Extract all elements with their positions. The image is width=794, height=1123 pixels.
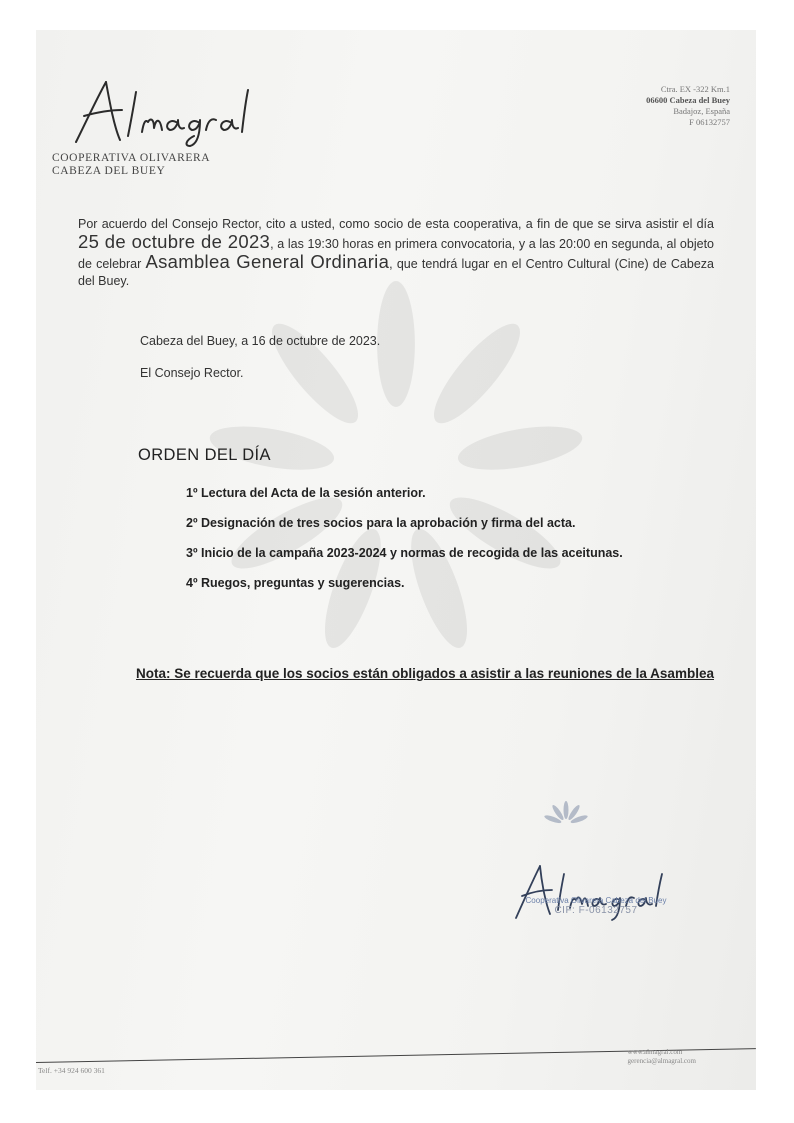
intro-part-2: , a las 19:30 horas en primera convocatoria, y a las 20:00 en segunda, al objeto de celebrar	[78, 237, 714, 271]
agenda-item-1: 1º Lectura del Acta de la sesión anterior.	[186, 486, 426, 500]
cooperative-name	[52, 152, 210, 178]
address-line-1: Ctra. EX -322 Km.1	[660, 84, 730, 94]
address-line-3: Badajoz, España	[673, 106, 730, 116]
footer-phone: Telf. +34 924 600 361	[38, 1066, 105, 1075]
meeting-date: 25 de octubre de 2023	[78, 231, 271, 252]
agenda-item-4: 4º Ruegos, preguntas y sugerencias.	[186, 576, 405, 590]
agenda-list	[186, 486, 623, 606]
footer-email: gerencia@almagral.com	[627, 1057, 696, 1065]
attendance-note: Nota: Se recuerda que los socios están obligados a asistir a las reuniones de la Asamblea	[136, 666, 714, 681]
place-date: Cabeza del Buey, a 16 de octubre de 2023.	[140, 334, 381, 348]
stamp-cif: CIF: F-06132757	[554, 905, 638, 916]
intro-part-1: Por acuerdo del Consejo Rector, cito a usted, como socio de esta cooperativa, a fin de que se sirva asistir el día	[78, 217, 714, 231]
cooperative-line-2: CABEZA DEL BUEY	[52, 165, 166, 177]
intro-paragraph	[78, 216, 714, 290]
cooperative-line-1: COOPERATIVA OLIVARERA	[52, 152, 211, 164]
intro-part-3: , que tendrá lugar en el Centro Cultural (Cine) de Cabeza del Buey.	[78, 257, 714, 288]
sun-watermark-icon	[186, 260, 606, 680]
almagral-logo	[62, 70, 252, 150]
footer-contact	[628, 1048, 696, 1066]
footer-web: www.almagral.com	[627, 1048, 683, 1056]
address-line-4: F 06132757	[689, 117, 730, 127]
agenda-title: ORDEN DEL DÍA	[138, 446, 271, 464]
agenda-item-3: 3º Inicio de la campaña 2023-2024 y normas de recogida de las aceitunas.	[186, 546, 623, 560]
address-line-2: 06600 Cabeza del Buey	[646, 95, 730, 105]
stamp-text	[476, 896, 716, 916]
address-block	[646, 84, 730, 128]
signature-line: El Consejo Rector.	[140, 366, 244, 380]
document-page	[36, 30, 756, 1090]
assembly-name: Asamblea General Ordinaria	[145, 251, 390, 272]
agenda-item-2: 2º Designación de tres socios para la aprobación y firma del acta.	[186, 516, 576, 530]
stamp-cooperative-name: Cooperativa Olivarera Cabeza del Buey	[525, 896, 667, 905]
